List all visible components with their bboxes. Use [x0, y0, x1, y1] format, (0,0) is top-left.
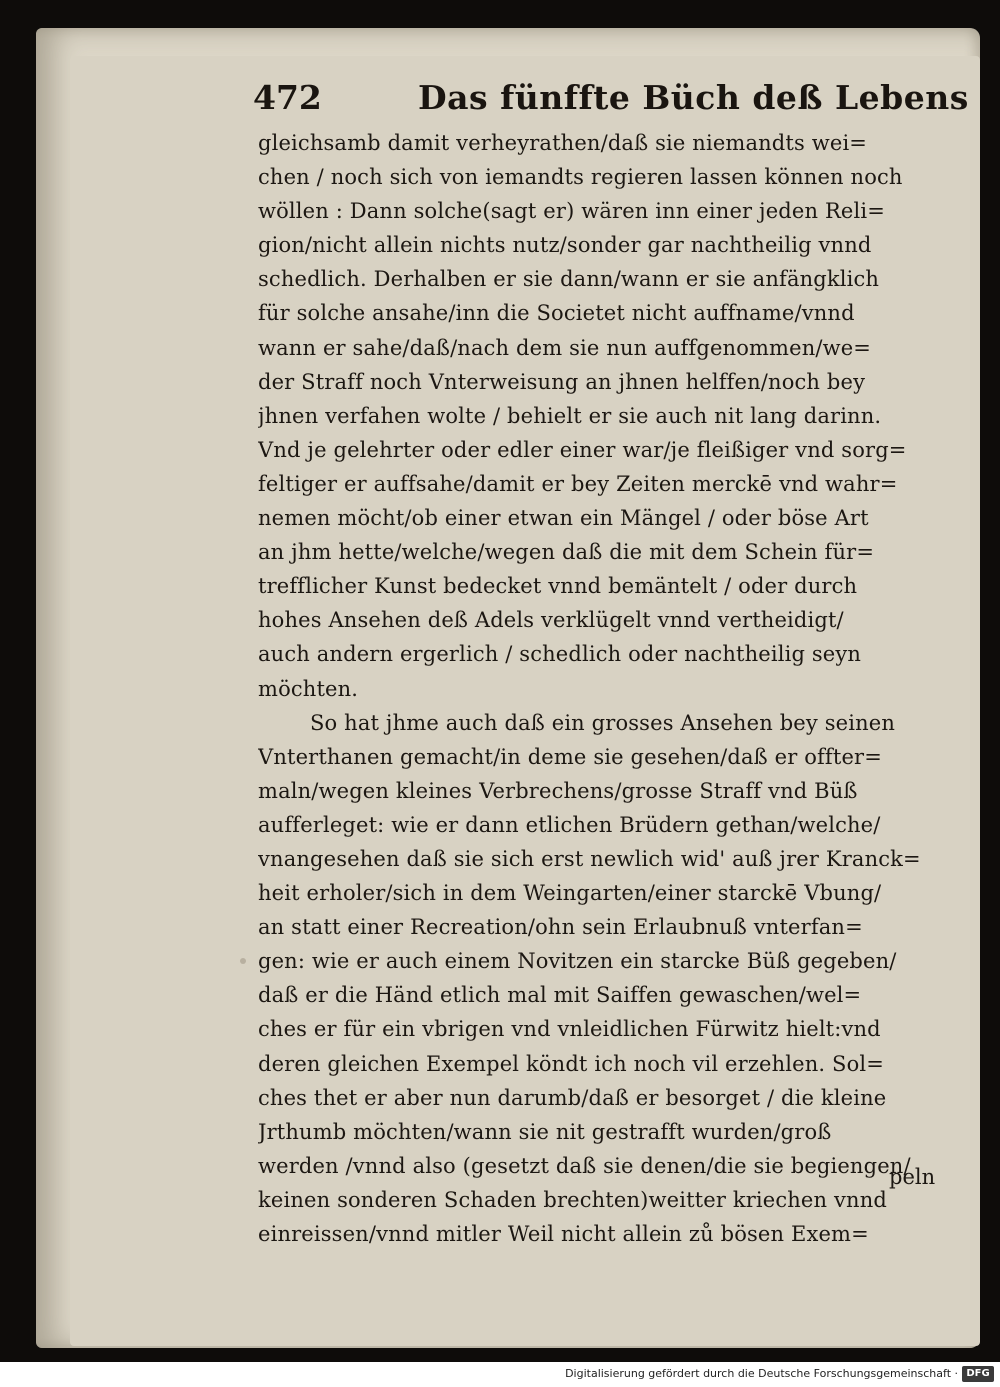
text-line: ches er für ein vbrigen vnd vnleidlichen Fürwitz hielt:vnd — [258, 1017, 881, 1042]
text-line: schedlich. Derhalben er sie dann/wann er sie anfängklich — [258, 267, 880, 292]
text-line: Vnd je gelehrter oder edler einer war/je fleißiger vnd sorg= — [258, 437, 907, 462]
page-number: 472 — [253, 78, 322, 117]
text-line: ches thet er aber nun darumb/daß er besorget / die kleine — [258, 1085, 887, 1110]
text-line: feltiger er auffsahe/damit er bey Zeiten merckē vnd wahr= — [258, 471, 898, 496]
catchword: peln — [889, 1165, 936, 1189]
text-line: keinen sonderen Schaden brechten)weitter kriechen vnnd — [258, 1187, 887, 1212]
text-line: maln/wegen kleines Verbrechens/grosse Straff vnd Büß — [258, 778, 858, 803]
text-line: vnangesehen daß sie sich erst newlich wid' auß jrer Kranck= — [258, 846, 921, 871]
funding-credit: Digitalisierung gefördert durch die Deutsche Forschungsgemeinschaft · — [565, 1367, 958, 1380]
footer-bar — [0, 1362, 1000, 1387]
text-line: Jrthumb möchten/wann sie nit gestrafft wurden/groß — [258, 1119, 832, 1144]
text-line: gion/nicht allein nichts nutz/sonder gar nachtheilig vnnd — [258, 233, 872, 258]
text-line: auch andern ergerlich / schedlich oder nachtheilig seyn — [258, 642, 862, 667]
text-line: aufferleget: wie er dann etlichen Brüdern gethan/welche/ — [258, 812, 881, 837]
text-line: trefflicher Kunst bedecket vnnd bemäntelt / oder durch — [258, 574, 858, 599]
body-text — [258, 126, 948, 1251]
page-header — [253, 78, 969, 122]
text-line: gleichsamb damit verheyrathen/daß sie niemandts wei= — [258, 131, 868, 155]
paragraph-start-line: So hat jhme auch daß ein grosses Ansehen bey seinen — [310, 710, 895, 735]
text-line: einreissen/vnnd mitler Weil nicht allein zů bösen Exem= — [258, 1222, 869, 1246]
text-line: an statt einer Recreation/ohn sein Erlaubnuß vnterfan= — [258, 915, 863, 940]
text-line: für solche ansahe/inn die Societet nicht auffname/vnnd — [258, 301, 855, 326]
text-line: werden /vnnd also (gesetzt daß sie denen/die sie begiengen/ — [258, 1153, 911, 1178]
text-line: heit erholer/sich in dem Weingarten/einer starckē Vbung/ — [258, 881, 882, 906]
text-line: hohes Ansehen deß Adels verklügelt vnnd vertheidigt/ — [258, 608, 844, 633]
text-line: deren gleichen Exempel köndt ich noch vil erzehlen. Sol= — [258, 1051, 885, 1076]
text-line: an jhm hette/welche/wegen daß die mit dem Schein für= — [258, 540, 875, 565]
text-line: der Straff noch Vnterweisung an jhnen helffen/noch bey — [258, 369, 866, 394]
text-line: möchten. — [258, 676, 359, 701]
text-line: daß er die Händ etlich mal mit Saiffen gewaschen/wel= — [258, 983, 862, 1008]
paper-blemish — [240, 958, 246, 964]
text-line: wann er sahe/daß/nach dem sie nun auffgenommen/we= — [258, 335, 872, 360]
running-head: Das fünffte Büch deß Lebens — [418, 78, 969, 117]
dfg-logo: DFG — [962, 1366, 994, 1382]
text-line: jhnen verfahen wolte / behielt er sie auch nit lang darinn. — [258, 403, 882, 428]
text-line: gen: wie er auch einem Novitzen ein starcke Büß gegeben/ — [258, 949, 897, 974]
text-line: wöllen : Dann solche(sagt er) wären inn einer jeden Reli= — [258, 199, 885, 224]
text-line: nemen möcht/ob einer etwan ein Mängel / oder böse Art — [258, 506, 869, 531]
text-line: Vnterthanen gemacht/in deme sie gesehen/daß er offter= — [258, 744, 882, 769]
text-line: chen / noch sich von iemandts regieren lassen können noch — [258, 165, 903, 190]
